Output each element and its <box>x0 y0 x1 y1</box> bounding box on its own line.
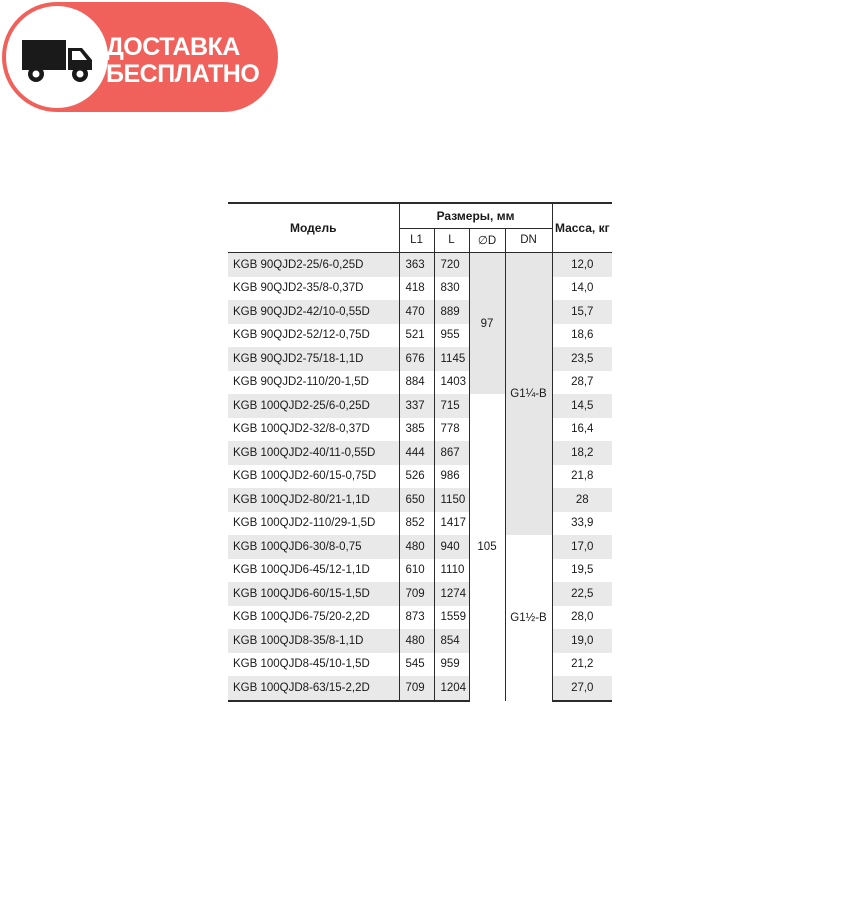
table-row <box>228 394 612 418</box>
cell-l: 1150 <box>434 488 469 512</box>
cell-l1: 873 <box>399 606 434 630</box>
cell-model: KGB 100QJD6-30/8-0,75 <box>228 535 399 559</box>
header-dn: DN <box>505 228 552 253</box>
cell-l1: 526 <box>399 465 434 489</box>
header-model: Модель <box>228 203 399 253</box>
cell-l: 715 <box>434 394 469 418</box>
cell-d-group-1: 97 <box>469 253 505 395</box>
cell-dn-group-1: G1¼-B <box>505 253 552 536</box>
cell-l: 940 <box>434 535 469 559</box>
cell-mass: 21,8 <box>552 465 612 489</box>
cell-l: 959 <box>434 653 469 677</box>
cell-model: KGB 90QJD2-52/12-0,75D <box>233 329 370 342</box>
cell-mass: 15,7 <box>552 300 612 324</box>
cell-mass: 17,0 <box>552 535 612 559</box>
cell-l1: 610 <box>399 559 434 583</box>
cell-l: 1559 <box>434 606 469 630</box>
cell-d-group-2: 105 <box>469 394 505 701</box>
table-row <box>228 324 612 348</box>
table-row <box>228 653 612 677</box>
cell-l1: 480 <box>399 535 434 559</box>
badge-circle <box>6 6 108 108</box>
cell-l: 830 <box>434 277 469 301</box>
cell-model: KGB 100QJD2-25/6-0,25D <box>228 394 399 418</box>
cell-l: 867 <box>434 441 469 465</box>
cell-l: 955 <box>434 324 469 348</box>
table-row <box>228 347 612 371</box>
cell-mass: 18,6 <box>552 324 612 348</box>
cell-model: KGB 100QJD6-75/20-2,2D <box>233 611 370 624</box>
table-row <box>228 465 612 489</box>
cell-l: 889 <box>434 300 469 324</box>
cell-model: KGB 100QJD6-60/15-1,5D <box>228 582 399 606</box>
cell-l1: 444 <box>399 441 434 465</box>
cell-mass: 27,0 <box>552 676 612 701</box>
cell-l1: 884 <box>399 371 434 395</box>
cell-model: KGB 100QJD2-40/11-0,55D <box>228 441 399 465</box>
free-delivery-badge <box>2 2 278 112</box>
header-l1: L1 <box>399 228 434 253</box>
cell-mass: 12,0 <box>552 253 612 277</box>
header-d: ∅D <box>469 228 505 253</box>
cell-l1: 363 <box>399 253 434 277</box>
cell-model: KGB 100QJD6-45/12-1,1D <box>233 564 370 577</box>
cell-l1: 852 <box>399 512 434 536</box>
cell-mass: 21,2 <box>552 653 612 677</box>
cell-l1: 650 <box>399 488 434 512</box>
cell-mass: 28,0 <box>552 606 612 630</box>
cell-mass: 14,5 <box>552 394 612 418</box>
cell-model: KGB 100QJD2-32/8-0,37D <box>233 423 370 436</box>
cell-l: 1274 <box>434 582 469 606</box>
cell-mass: 16,4 <box>552 418 612 442</box>
cell-l1: 337 <box>399 394 434 418</box>
cell-l: 720 <box>434 253 469 277</box>
table-row <box>228 371 612 395</box>
cell-model: KGB 90QJD2-42/10-0,55D <box>228 300 399 324</box>
truck-icon <box>20 36 96 84</box>
table-row <box>228 277 612 301</box>
cell-l: 1403 <box>434 371 469 395</box>
cell-model: KGB 100QJD2-60/15-0,75D <box>233 470 377 483</box>
cell-mass: 22,5 <box>552 582 612 606</box>
cell-l: 1145 <box>434 347 469 371</box>
cell-mass: 23,5 <box>552 347 612 371</box>
table-row <box>228 582 612 606</box>
table-row <box>228 629 612 653</box>
cell-mass: 28 <box>552 488 612 512</box>
cell-model: KGB 90QJD2-110/20-1,5D <box>233 376 369 389</box>
cell-model: KGB 100QJD8-45/10-1,5D <box>233 658 370 671</box>
cell-l: 1110 <box>434 559 469 583</box>
table-row <box>228 559 612 583</box>
cell-mass: 33,9 <box>552 512 612 536</box>
cell-l1: 480 <box>399 629 434 653</box>
table-body <box>228 253 612 701</box>
cell-model: KGB 90QJD2-75/18-1,1D <box>228 347 399 371</box>
cell-model: KGB 100QJD2-110/29-1,5D <box>233 517 376 530</box>
table-row <box>228 606 612 630</box>
pump-spec-table <box>228 202 612 702</box>
cell-model: KGB 90QJD2-25/6-0,25D <box>228 253 399 277</box>
cell-l1: 418 <box>399 277 434 301</box>
cell-model: KGB 90QJD2-35/8-0,37D <box>233 282 364 295</box>
table-row <box>228 300 612 324</box>
cell-l: 778 <box>434 418 469 442</box>
header-dimensions: Размеры, мм <box>399 203 552 228</box>
cell-l1: 521 <box>399 324 434 348</box>
cell-l1: 676 <box>399 347 434 371</box>
cell-l1: 709 <box>399 676 434 701</box>
cell-mass: 19,5 <box>552 559 612 583</box>
table-row <box>228 512 612 536</box>
cell-model: KGB 100QJD8-35/8-1,1D <box>228 629 399 653</box>
cell-mass: 19,0 <box>552 629 612 653</box>
cell-mass: 18,2 <box>552 441 612 465</box>
cell-l1: 385 <box>399 418 434 442</box>
cell-mass: 14,0 <box>552 277 612 301</box>
table-row <box>228 418 612 442</box>
badge-text <box>106 34 259 88</box>
table-row <box>228 535 612 559</box>
badge-line-1: ДОСТАВКА <box>106 33 240 61</box>
badge-line-2: БЕСПЛАТНО <box>106 60 260 88</box>
cell-l: 854 <box>434 629 469 653</box>
table-row <box>228 488 612 512</box>
cell-l: 1204 <box>434 676 469 701</box>
cell-l1: 470 <box>399 300 434 324</box>
cell-l: 1417 <box>434 512 469 536</box>
cell-model: KGB 100QJD8-63/15-2,2D <box>228 676 399 701</box>
table-row <box>228 253 612 277</box>
table-row <box>228 676 612 701</box>
cell-dn-group-2: G1½-B <box>505 535 552 701</box>
table-header-row <box>228 203 612 228</box>
cell-mass: 28,7 <box>552 371 612 395</box>
table-row <box>228 441 612 465</box>
cell-l1: 709 <box>399 582 434 606</box>
cell-l1: 545 <box>399 653 434 677</box>
header-mass: Масса, кг <box>552 203 612 253</box>
cell-l: 986 <box>434 465 469 489</box>
cell-model: KGB 100QJD2-80/21-1,1D <box>228 488 399 512</box>
header-l: L <box>434 228 469 253</box>
